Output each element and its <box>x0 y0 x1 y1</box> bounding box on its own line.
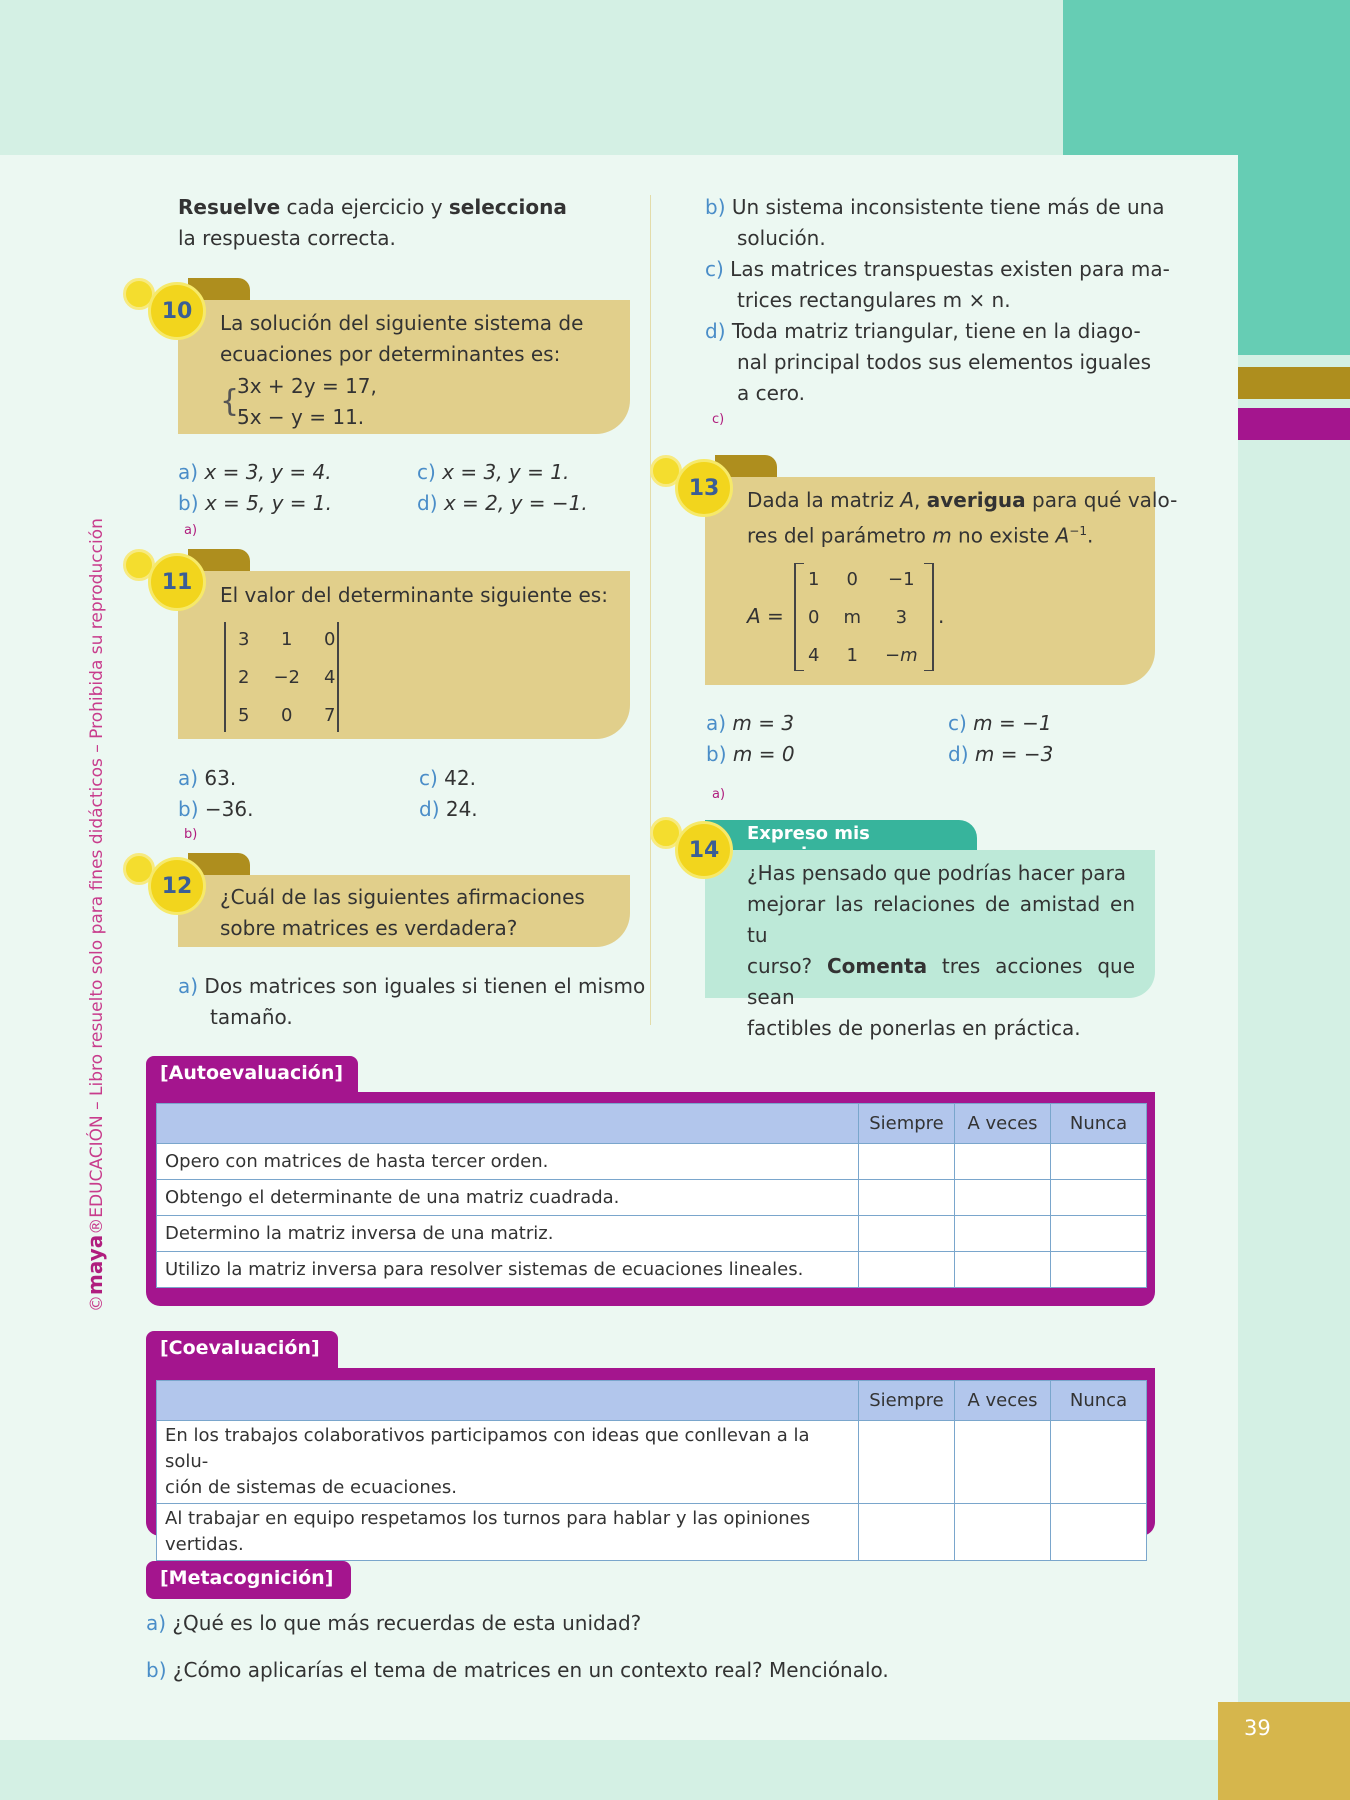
table-row: Obtengo el determinante de una matriz cuadrada. <box>157 1180 1147 1216</box>
q13-lhs: A = <box>747 604 784 628</box>
side-strip-magenta <box>1238 408 1350 440</box>
q10-system: 3x + 2y = 17, 5x − y = 11. <box>237 374 377 429</box>
autoevaluacion-title: [Autoevaluación] <box>146 1056 358 1094</box>
q13-option-c[interactable]: c) m = −1 <box>948 711 1052 735</box>
q13-option-b[interactable]: b) m = 0 <box>706 742 795 766</box>
q11-option-b[interactable]: b) −36. <box>178 797 254 821</box>
metacognicion-title: [Metacognición] <box>146 1561 351 1599</box>
q10-brace: { <box>220 384 240 419</box>
q10-number: 10 <box>148 282 206 340</box>
table-row: Utilizo la matriz inversa para resolver sistemas de ecuaciones lineales. <box>157 1252 1147 1288</box>
instructions: Resuelve cada ejercicio y selecciona la respuesta correcta. <box>178 195 567 250</box>
q11-answer: b) <box>184 827 198 842</box>
q11-determinant: 3 1 0 2 −2 4 5 0 7 <box>238 629 336 726</box>
table-row: Al trabajar en equipo respetamos los turnos para hablar y las opiniones vertidas. <box>157 1504 1147 1561</box>
checkbox-cell[interactable] <box>955 1504 1051 1561</box>
q12-answer: c) <box>712 412 725 427</box>
metacognicion-item-a: a) ¿Qué es lo que más recuerdas de esta unidad? <box>146 1611 642 1635</box>
q12-option-a[interactable]: a) Dos matrices son iguales si tienen el mismo tamaño. <box>178 974 646 1029</box>
checkbox-cell[interactable] <box>955 1144 1051 1180</box>
checkbox-cell[interactable] <box>859 1252 955 1288</box>
coevaluacion-table: Siempre A veces Nunca En los trabajos colaborativos participamos con ideas que conllevan a la solu- ción de sistemas de ecuaciones. Al trabajar en equipo respetamos los turnos para hablar y las opiniones vertidas. <box>156 1380 1147 1561</box>
checkbox-cell[interactable] <box>1051 1216 1147 1252</box>
q11-question: El valor del determinante siguiente es: <box>220 583 608 607</box>
q14-number: 14 <box>675 821 733 879</box>
q11-option-d[interactable]: d) 24. <box>419 797 478 821</box>
corner-decoration <box>1063 0 1350 155</box>
checkbox-cell[interactable] <box>1051 1252 1147 1288</box>
metacognicion-item-b: b) ¿Cómo aplicarías el tema de matrices en un contexto real? Menciónalo. <box>146 1658 889 1682</box>
q11-option-a[interactable]: a) 63. <box>178 766 237 790</box>
side-strip-olive <box>1238 367 1350 399</box>
q10-option-c[interactable]: c) x = 3, y = 1. <box>417 460 570 484</box>
page-number: 39 <box>1218 1702 1350 1800</box>
q12-number: 12 <box>148 857 206 915</box>
side-strip-teal <box>1238 155 1350 355</box>
q10-option-d[interactable]: d) x = 2, y = −1. <box>417 491 588 515</box>
table-row: Determino la matriz inversa de una matriz. <box>157 1216 1147 1252</box>
q10-option-a[interactable]: a) x = 3, y = 4. <box>178 460 332 484</box>
q10-answer: a) <box>184 523 198 538</box>
checkbox-cell[interactable] <box>859 1144 955 1180</box>
autoevaluacion-table: Siempre A veces Nunca Opero con matrices de hasta tercer orden. Obtengo el determinante de una matriz cuadrada. Determino la matriz inversa de una matriz. Utilizo la matriz inversa para resolver sistemas de ecuaciones lineales. <box>156 1103 1147 1288</box>
checkbox-cell[interactable] <box>859 1504 955 1561</box>
checkbox-cell[interactable] <box>1051 1504 1147 1561</box>
coevaluacion-title: [Coevaluación] <box>146 1331 338 1369</box>
checkbox-cell[interactable] <box>1051 1144 1147 1180</box>
checkbox-cell[interactable] <box>955 1252 1051 1288</box>
q10-option-b[interactable]: b) x = 5, y = 1. <box>178 491 332 515</box>
q12-option-c[interactable]: c) Las matrices transpuestas existen para ma- trices rectangulares m × n. <box>705 257 1170 312</box>
q13-question: Dada la matriz A, averigua para qué valo- res del parámetro m no existe $A^{-1}$. <box>747 488 1178 548</box>
checkbox-cell[interactable] <box>1051 1180 1147 1216</box>
checkbox-cell[interactable] <box>859 1421 955 1504</box>
q11-number: 11 <box>148 553 206 611</box>
column-divider <box>650 195 651 1025</box>
checkbox-cell[interactable] <box>859 1180 955 1216</box>
table-row: En los trabajos colaborativos participamos con ideas que conllevan a la solu- ción de sistemas de ecuaciones. <box>157 1421 1147 1504</box>
q11-option-c[interactable]: c) 42. <box>419 766 476 790</box>
q13-matrix: 1 0 −1 0 m 3 4 1 −m <box>808 569 918 666</box>
q13-option-a[interactable]: a) m = 3 <box>706 711 795 735</box>
checkbox-cell[interactable] <box>1051 1421 1147 1504</box>
q13-number: 13 <box>675 459 733 517</box>
q14-tab: Expreso mis <box>705 820 977 852</box>
q12-option-d[interactable]: d) Toda matriz triangular, tiene en la diago- nal principal todos sus elementos iguales a cero. <box>705 319 1152 405</box>
q12-question: ¿Cuál de las siguientes afirmaciones sobre matrices es verdadera? <box>220 885 585 940</box>
q13-answer: a) <box>712 787 726 802</box>
checkbox-cell[interactable] <box>955 1216 1051 1252</box>
q13-option-d[interactable]: d) m = −3 <box>948 742 1054 766</box>
checkbox-cell[interactable] <box>955 1421 1051 1504</box>
q12-option-b[interactable]: b) Un sistema inconsistente tiene más de una solución. <box>705 195 1165 250</box>
copyright-sidebar: ©maya®EDUCACIÓN – Libro resuelto solo para fines didácticos – Prohibida su reproducción <box>83 518 107 1312</box>
q13-trail: . <box>938 604 945 628</box>
q14-question: ¿Has pensado que podrías hacer para mejorar las relaciones de amistad en tu curso? Comenta tres acciones que sean factibles de ponerlas en práctica. <box>747 861 1135 1040</box>
bottom-band <box>0 1740 1218 1800</box>
checkbox-cell[interactable] <box>955 1180 1051 1216</box>
checkbox-cell[interactable] <box>859 1216 955 1252</box>
q10-question: La solución del siguiente sistema de ecuaciones por determinantes es: <box>220 311 584 366</box>
table-row: Opero con matrices de hasta tercer orden. <box>157 1144 1147 1180</box>
